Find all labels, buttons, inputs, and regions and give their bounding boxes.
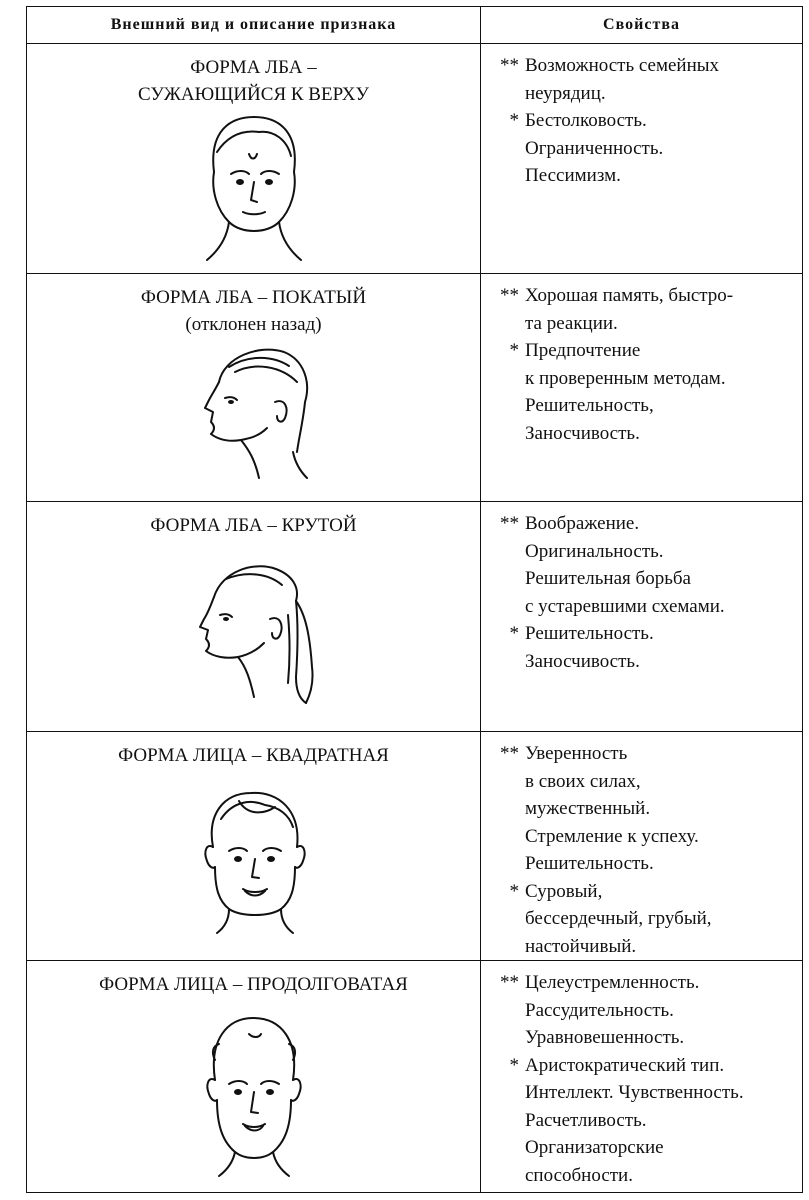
property-text: Решительность,	[525, 395, 654, 416]
property-line	[489, 1052, 802, 1080]
property-line	[489, 905, 802, 933]
property-mark	[489, 1107, 525, 1135]
property-mark	[489, 768, 525, 796]
property-mark	[489, 135, 525, 163]
property-line	[489, 52, 802, 80]
property-line	[489, 80, 802, 108]
property-text: Суровый,	[525, 880, 603, 902]
property-text: Пессимизм.	[525, 165, 621, 186]
property-text: настойчивый.	[525, 935, 637, 957]
property-text: к проверенным методам.	[525, 367, 726, 389]
property-line	[489, 740, 802, 768]
property-text: Уверенность	[525, 743, 628, 764]
property-line	[489, 878, 802, 906]
table-row	[27, 274, 803, 502]
header-properties: Свойства	[481, 7, 803, 44]
properties-cell	[481, 961, 803, 1193]
feature-cell	[27, 732, 481, 961]
property-mark	[489, 365, 525, 393]
face-square-icon	[189, 785, 319, 935]
feature-title-line: (отклонен назад)	[185, 314, 322, 335]
property-line	[489, 969, 802, 997]
property-line	[489, 565, 802, 593]
feature-cell	[27, 502, 481, 732]
property-mark	[489, 997, 525, 1025]
property-mark	[489, 648, 525, 676]
properties-cell	[481, 502, 803, 732]
property-mark: **	[500, 513, 519, 534]
property-mark: **	[500, 285, 519, 306]
property-mark	[489, 1134, 525, 1162]
face-oblong-icon	[189, 1010, 319, 1180]
property-text: способности.	[525, 1164, 633, 1186]
property-line	[489, 850, 802, 878]
property-mark: **	[500, 743, 519, 764]
property-text: Стремление к успеху.	[525, 825, 699, 847]
property-text: Бестолковость.	[525, 110, 647, 131]
properties-cell	[481, 274, 803, 502]
property-text: Оригинальность.	[525, 540, 664, 562]
property-mark	[489, 1024, 525, 1052]
table-row	[27, 502, 803, 732]
table-row	[27, 44, 803, 274]
property-text: та реакции.	[525, 312, 618, 334]
property-text: Решительная борьба	[525, 568, 691, 589]
property-text: Расчетливость.	[525, 1109, 647, 1131]
feature-title-line: ФОРМА ЛБА –	[190, 57, 317, 78]
property-mark: *	[509, 623, 519, 644]
table-row	[27, 961, 803, 1193]
traits-table	[26, 6, 803, 1193]
feature-cell	[27, 961, 481, 1193]
property-line	[489, 135, 802, 163]
property-text: Решительность.	[525, 623, 654, 644]
feature-title-line: СУЖАЮЩИЙСЯ К ВЕРХУ	[138, 84, 369, 105]
property-line	[489, 420, 802, 448]
property-line	[489, 1024, 802, 1052]
property-line	[489, 107, 802, 135]
properties-cell	[481, 732, 803, 961]
property-text: Целеустремленность.	[525, 972, 700, 993]
property-mark: *	[509, 340, 519, 361]
header-appearance: Внешний вид и описание признака	[27, 7, 481, 44]
property-line	[489, 538, 802, 566]
property-text: Заносчивость.	[525, 422, 640, 444]
property-text: Организаторские	[525, 1137, 664, 1158]
property-mark	[489, 80, 525, 108]
property-line	[489, 1134, 802, 1162]
property-line	[489, 823, 802, 851]
property-text: Хорошая память, быстро-	[525, 285, 734, 306]
property-line	[489, 337, 802, 365]
property-text: Заносчивость.	[525, 650, 640, 672]
properties-cell	[481, 44, 803, 274]
property-text: с устаревшими схемами.	[525, 595, 725, 617]
property-mark	[489, 933, 525, 961]
property-text: Интеллект. Чувственность.	[525, 1082, 744, 1103]
property-text: Решительность.	[525, 853, 654, 874]
property-line	[489, 392, 802, 420]
property-mark	[489, 795, 525, 823]
property-text: Аристократический тип.	[525, 1054, 725, 1076]
property-line	[489, 620, 802, 648]
property-mark	[489, 162, 525, 190]
property-mark	[489, 905, 525, 933]
feature-title-line: ФОРМА ЛБА – ПОКАТЫЙ	[140, 287, 367, 308]
property-mark	[489, 310, 525, 338]
feature-title-line: ФОРМА ЛИЦА – КВАДРАТНАЯ	[118, 745, 389, 766]
property-text: Ограниченность.	[525, 137, 664, 159]
property-line	[489, 510, 802, 538]
feature-title-line: ФОРМА ЛБА – КРУТОЙ	[150, 515, 357, 536]
property-mark: *	[509, 1054, 519, 1076]
property-line	[489, 768, 802, 796]
property-mark	[489, 593, 525, 621]
property-line	[489, 648, 802, 676]
property-line	[489, 310, 802, 338]
property-line	[489, 1107, 802, 1135]
property-line	[489, 1162, 802, 1190]
property-text: Предпочтение	[525, 340, 641, 361]
property-line	[489, 1079, 802, 1107]
feature-cell	[27, 44, 481, 274]
property-mark: *	[509, 110, 519, 131]
feature-title-line: ФОРМА ЛИЦА – ПРОДОЛГОВАТАЯ	[99, 974, 408, 995]
property-mark	[489, 420, 525, 448]
property-line	[489, 593, 802, 621]
property-line	[489, 997, 802, 1025]
face-profile-ponytail-icon	[184, 557, 324, 707]
property-text: неурядиц.	[525, 82, 606, 104]
property-line	[489, 933, 802, 961]
table-row	[27, 732, 803, 961]
property-text: бессердечный, грубый,	[525, 908, 712, 929]
property-text: Воображение.	[525, 513, 640, 534]
property-mark	[489, 823, 525, 851]
property-mark	[489, 1162, 525, 1190]
property-line	[489, 162, 802, 190]
property-mark	[489, 392, 525, 420]
property-line	[489, 365, 802, 393]
property-text: Рассудительность.	[525, 999, 674, 1021]
face-front-icon	[189, 112, 319, 262]
property-text: в своих силах,	[525, 770, 641, 792]
property-text: Уравновешенность.	[525, 1027, 685, 1048]
property-text: Возможность семейных	[525, 55, 720, 76]
property-text: мужественный.	[525, 798, 651, 819]
face-profile-icon	[189, 342, 319, 482]
property-mark: **	[500, 972, 519, 993]
property-line	[489, 795, 802, 823]
property-mark	[489, 538, 525, 566]
property-mark	[489, 1079, 525, 1107]
property-mark: **	[500, 55, 519, 76]
property-mark	[489, 565, 525, 593]
feature-cell	[27, 274, 481, 502]
property-line	[489, 282, 802, 310]
property-mark	[489, 850, 525, 878]
property-mark: *	[509, 880, 519, 902]
table-header-row	[27, 7, 803, 44]
